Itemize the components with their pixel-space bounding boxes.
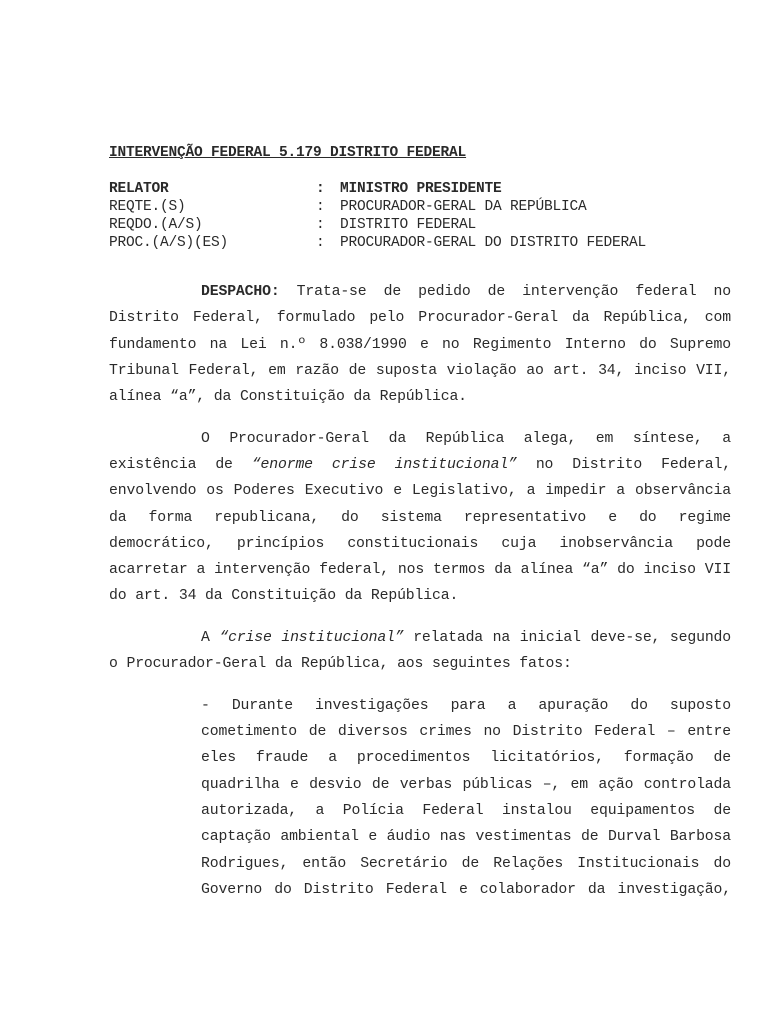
paragraph-crisis (109, 625, 731, 678)
party-separator: : (316, 181, 325, 197)
paragraph-text: Trata-se de pedido de intervenção federal no Distrito Federal, formulado pelo Procurador-Geral da República, com fundamento na Lei n.º 8.038/1990 e no Regimento Interno do Supremo Tribunal Federal, em razão de suposta violação ao art. 34, inciso VII, alínea “a”, da Constituição da República. (109, 284, 731, 406)
parties-table (109, 180, 749, 252)
party-separator: : (316, 217, 325, 233)
party-separator: : (316, 199, 325, 215)
party-row-relator (109, 180, 749, 198)
emphasis-quote: “enorme crise institucional” (251, 456, 517, 473)
party-label: PROC.(A/S)(ES) (109, 235, 229, 251)
party-separator: : (316, 235, 325, 251)
party-value: DISTRITO FEDERAL (340, 217, 477, 233)
paragraph-text: A (201, 629, 220, 646)
document-title: INTERVENÇÃO FEDERAL 5.179 DISTRITO FEDERAL (109, 145, 467, 161)
paragraph-text: relatada na inicial deve-se, segundo o Procurador-Geral da República, aos seguintes fatos: (109, 629, 732, 673)
despacho-label: DESPACHO: (201, 284, 280, 300)
party-value: PROCURADOR-GERAL DA REPÚBLICA (340, 199, 587, 215)
party-row-proc (109, 234, 749, 252)
party-row-reqte (109, 198, 749, 216)
party-label: REQTE.(S) (109, 199, 186, 215)
paragraph-text: O Procurador-Geral da República alega, em síntese, a existência de (109, 430, 731, 473)
paragraph-allegation (109, 426, 731, 610)
party-label: RELATOR (109, 181, 169, 197)
emphasis-quote: “crise institucional” (219, 629, 404, 646)
party-row-reqdo (109, 216, 749, 234)
party-value: PROCURADOR-GERAL DO DISTRITO FEDERAL (340, 235, 647, 251)
paragraph-despacho (109, 279, 731, 410)
block-quote: - Durante investigações para a apuração do suposto cometimento de diversos crimes no Distrito Federal – entre eles fraude a procedimentos licitatórios, formação de quadrilha e desvio de verbas públicas –, em ação controlada autorizada, a Polícia Federal instalou equipamentos de captação ambiental e áudio nas vestimentas de Durval Barbosa Rodrigues, então Secretário de Relações Institucionais do Governo do Distrito Federal e colaborador da investigação, (201, 697, 731, 898)
document-body (109, 279, 731, 903)
party-label: REQDO.(A/S) (109, 217, 203, 233)
paragraph-text: no Distrito Federal, envolvendo os Poderes Executivo e Legislativo, a impedir a observância da forma republicana, do sistema representativo e do regime democrático, princípios constitucionais cuja inobservância pode acarretar a intervenção federal, nos termos da alínea “a” do inciso VII do art. 34 da Constituição da República. (109, 456, 731, 605)
party-value: MINISTRO PRESIDENTE (340, 181, 502, 197)
